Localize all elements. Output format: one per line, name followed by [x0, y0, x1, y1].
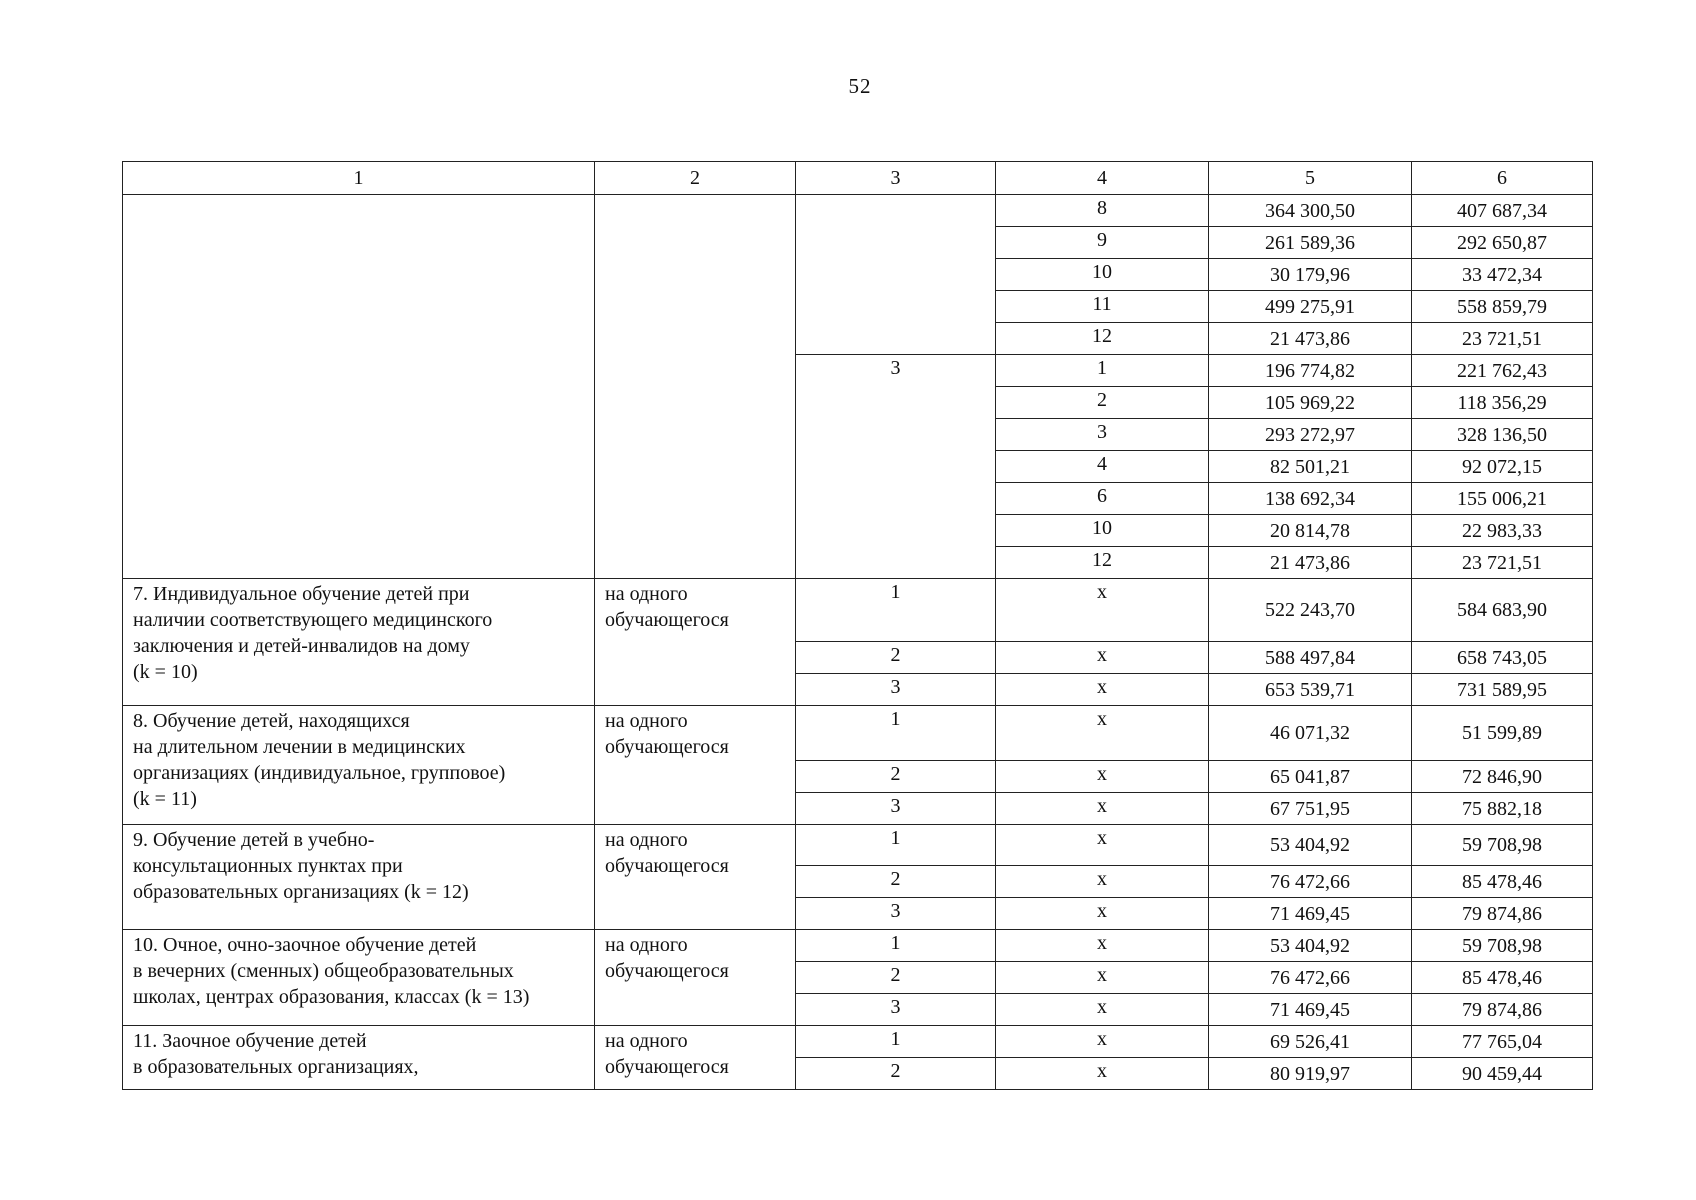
cell-c6: 59 708,98	[1412, 825, 1593, 866]
cell-c3: 1	[796, 579, 996, 642]
cell-c4: 1	[996, 355, 1209, 387]
cell-c5: 21 473,86	[1209, 323, 1412, 355]
cell-c4: х	[996, 706, 1209, 761]
level-cell: 3	[796, 355, 996, 579]
cell-c4: 8	[996, 195, 1209, 227]
description-line: образовательных организациях (k = 12)	[133, 881, 469, 903]
cell-c4: 12	[996, 547, 1209, 579]
unit-line: на одного	[605, 934, 688, 956]
section-8-unit	[595, 706, 796, 825]
cell-c6: 407 687,34	[1412, 195, 1593, 227]
cell-c4: х	[996, 1058, 1209, 1090]
column-header-1: 1	[123, 162, 595, 195]
description-line: школах, центрах образования, классах (k = 13)	[133, 986, 530, 1008]
section-9-description	[123, 825, 595, 930]
cell-c5: 65 041,87	[1209, 761, 1412, 793]
description-line: консультационных пунктах при	[133, 855, 403, 877]
cell-c6: 75 882,18	[1412, 793, 1593, 825]
cell-c6: 77 765,04	[1412, 1026, 1593, 1058]
cell-c4: 4	[996, 451, 1209, 483]
cell-c6: 658 743,05	[1412, 642, 1593, 674]
cell-c5: 46 071,32	[1209, 706, 1412, 761]
cell-c4: х	[996, 761, 1209, 793]
cell-c5: 76 472,66	[1209, 866, 1412, 898]
column-header-6: 6	[1412, 162, 1593, 195]
cell-c4: х	[996, 962, 1209, 994]
cell-c4: 12	[996, 323, 1209, 355]
cell-c5: 80 919,97	[1209, 1058, 1412, 1090]
cell-c6: 90 459,44	[1412, 1058, 1593, 1090]
cell-c6: 118 356,29	[1412, 387, 1593, 419]
cell-c4: 10	[996, 259, 1209, 291]
description-line: (k = 11)	[133, 788, 197, 810]
column-header-3: 3	[796, 162, 996, 195]
table-row	[123, 579, 1593, 642]
cell-c3: 1	[796, 825, 996, 866]
cell-c4: х	[996, 674, 1209, 706]
description-line: 7. Индивидуальное обучение детей при	[133, 583, 470, 605]
cell-c6: 22 983,33	[1412, 515, 1593, 547]
cell-c3: 2	[796, 866, 996, 898]
cell-c6: 51 599,89	[1412, 706, 1593, 761]
cell-c6: 23 721,51	[1412, 547, 1593, 579]
cell-c4: 9	[996, 227, 1209, 259]
table-header	[123, 162, 1593, 195]
cell-c3: 1	[796, 706, 996, 761]
cell-c3: 3	[796, 898, 996, 930]
unit-line: обучающегося	[605, 855, 729, 877]
table-row	[123, 706, 1593, 761]
cell-c5: 53 404,92	[1209, 930, 1412, 962]
cell-c3: 2	[796, 642, 996, 674]
cell-c5: 53 404,92	[1209, 825, 1412, 866]
cell-c5: 69 526,41	[1209, 1026, 1412, 1058]
description-line: 9. Обучение детей в учебно-	[133, 829, 375, 851]
section-8-description	[123, 706, 595, 825]
cell-c4: 11	[996, 291, 1209, 323]
cell-c6: 79 874,86	[1412, 898, 1593, 930]
continued-unit-cell	[595, 195, 796, 579]
continued-level-cell	[796, 195, 996, 355]
cell-c5: 196 774,82	[1209, 355, 1412, 387]
cell-c3: 3	[796, 793, 996, 825]
cell-c6: 79 874,86	[1412, 994, 1593, 1026]
section-10-description	[123, 930, 595, 1026]
cell-c3: 2	[796, 761, 996, 793]
unit-line: на одного	[605, 829, 688, 851]
cell-c4: 6	[996, 483, 1209, 515]
cell-c6: 33 472,34	[1412, 259, 1593, 291]
cell-c6: 155 006,21	[1412, 483, 1593, 515]
cell-c5: 105 969,22	[1209, 387, 1412, 419]
cell-c3: 2	[796, 962, 996, 994]
cell-c5: 588 497,84	[1209, 642, 1412, 674]
description-line: в образовательных организациях,	[133, 1056, 419, 1078]
cell-c6: 92 072,15	[1412, 451, 1593, 483]
cell-c6: 292 650,87	[1412, 227, 1593, 259]
description-line: в вечерних (сменных) общеобразовательных	[133, 960, 514, 982]
cell-c4: 3	[996, 419, 1209, 451]
cell-c6: 85 478,46	[1412, 866, 1593, 898]
cell-c5: 499 275,91	[1209, 291, 1412, 323]
description-line: 11. Заочное обучение детей	[133, 1030, 367, 1052]
cell-c6: 23 721,51	[1412, 323, 1593, 355]
cell-c6: 72 846,90	[1412, 761, 1593, 793]
cell-c5: 71 469,45	[1209, 898, 1412, 930]
table-row	[123, 195, 1593, 227]
unit-line: на одного	[605, 583, 688, 605]
cell-c4: х	[996, 825, 1209, 866]
column-header-2: 2	[595, 162, 796, 195]
cell-c5: 30 179,96	[1209, 259, 1412, 291]
cell-c6: 731 589,95	[1412, 674, 1593, 706]
unit-line: обучающегося	[605, 736, 729, 758]
table-row	[123, 1026, 1593, 1058]
tariff-table	[122, 161, 1593, 1090]
section-11-unit	[595, 1026, 796, 1090]
cell-c5: 293 272,97	[1209, 419, 1412, 451]
description-line: организациях (индивидуальное, групповое)	[133, 762, 506, 784]
cell-c4: 2	[996, 387, 1209, 419]
cell-c3: 3	[796, 994, 996, 1026]
cell-c4: х	[996, 579, 1209, 642]
cell-c5: 138 692,34	[1209, 483, 1412, 515]
cell-c3: 3	[796, 674, 996, 706]
unit-line: на одного	[605, 710, 688, 732]
cell-c3: 1	[796, 930, 996, 962]
description-line: 8. Обучение детей, находящихся	[133, 710, 410, 732]
cell-c4: х	[996, 642, 1209, 674]
cell-c6: 59 708,98	[1412, 930, 1593, 962]
section-11-description	[123, 1026, 595, 1090]
cell-c4: х	[996, 930, 1209, 962]
cell-c5: 20 814,78	[1209, 515, 1412, 547]
unit-line: обучающегося	[605, 1056, 729, 1078]
cell-c4: х	[996, 1026, 1209, 1058]
table-row	[123, 930, 1593, 962]
section-7-description	[123, 579, 595, 706]
cell-c6: 221 762,43	[1412, 355, 1593, 387]
cell-c6: 558 859,79	[1412, 291, 1593, 323]
unit-line: обучающегося	[605, 960, 729, 982]
cell-c3: 1	[796, 1026, 996, 1058]
section-10-unit	[595, 930, 796, 1026]
section-9-unit	[595, 825, 796, 930]
cell-c5: 21 473,86	[1209, 547, 1412, 579]
cell-c4: х	[996, 793, 1209, 825]
page-number: 52	[848, 74, 872, 98]
cell-c5: 261 589,36	[1209, 227, 1412, 259]
cell-c6: 584 683,90	[1412, 579, 1593, 642]
cell-c5: 364 300,50	[1209, 195, 1412, 227]
description-line: наличии соответствующего медицинского	[133, 609, 493, 631]
cell-c3: 2	[796, 1058, 996, 1090]
cell-c4: 10	[996, 515, 1209, 547]
cell-c6: 85 478,46	[1412, 962, 1593, 994]
cell-c5: 653 539,71	[1209, 674, 1412, 706]
cell-c4: х	[996, 898, 1209, 930]
cell-c5: 76 472,66	[1209, 962, 1412, 994]
cell-c4: х	[996, 994, 1209, 1026]
cell-c5: 71 469,45	[1209, 994, 1412, 1026]
cell-c5: 522 243,70	[1209, 579, 1412, 642]
cell-c6: 328 136,50	[1412, 419, 1593, 451]
description-line: (k = 10)	[133, 661, 198, 683]
description-line: заключения и детей-инвалидов на дому	[133, 635, 470, 657]
column-header-4: 4	[996, 162, 1209, 195]
cell-c4: х	[996, 866, 1209, 898]
unit-line: на одного	[605, 1030, 688, 1052]
description-line: 10. Очное, очно-заочное обучение детей	[133, 934, 477, 956]
cell-c5: 82 501,21	[1209, 451, 1412, 483]
description-line: на длительном лечении в медицинских	[133, 736, 466, 758]
section-7-unit	[595, 579, 796, 706]
continued-description-cell	[123, 195, 595, 579]
column-header-5: 5	[1209, 162, 1412, 195]
cell-c5: 67 751,95	[1209, 793, 1412, 825]
table-row	[123, 825, 1593, 866]
unit-line: обучающегося	[605, 609, 729, 631]
